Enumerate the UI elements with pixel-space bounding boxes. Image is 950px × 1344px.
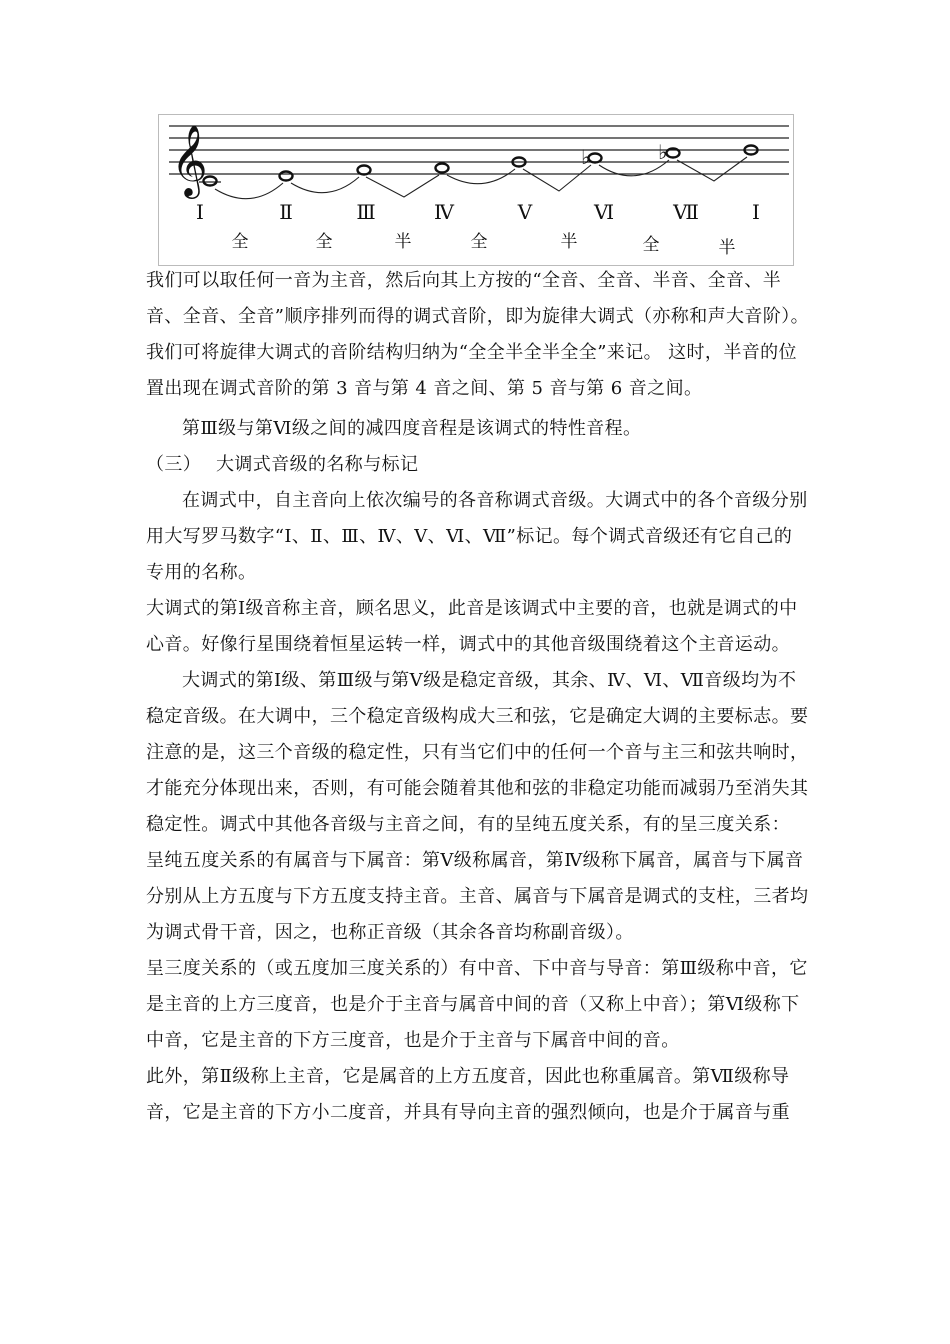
degree-label: Ⅱ <box>279 200 293 224</box>
section-title: 大调式音级的名称与标记 <box>216 454 419 475</box>
note-3 <box>358 166 371 175</box>
note-6 <box>589 154 602 163</box>
paragraph: 大调式的第Ⅰ级、第Ⅲ级与第Ⅴ级是稳定音级，其余、Ⅳ、Ⅵ、Ⅶ音级均为不稳定音级。在大调中，三个稳定音级构成大三和弦，它是确定大调的主要标志。要注意的是，这三个音级的稳定性，只有当它们中的任何一个音与主三和弦共响时，才能充分体现出来，否则，有可能会随着其他和弦的非稳定功能而减弱乃至消失其稳定性。调式中其他各音级与主音之间，有的呈纯五度关系，有的呈三度关系： <box>146 670 809 835</box>
staff-lines <box>169 126 789 174</box>
step-label: 半 <box>394 232 412 252</box>
degree-label: Ⅴ <box>517 200 533 224</box>
degree-label: Ⅲ <box>356 200 376 224</box>
degree-label: Ⅶ <box>673 200 699 224</box>
degree-label: Ⅰ <box>752 200 760 224</box>
paragraph: 我们可以取任何一音为主音，然后向其上方按的“全音、全音、半音、全音、半音、全音、全音”顺序排列而得的调式音阶，即为旋律大调式（亦称和声大音阶）。我们可将旋律大调式的音阶结构归纳为“全全半全半全全”来记。 这时，半音的位置出现在调式音阶的第 3 音与第 4 音之间、第 5 音与第 6 音之间。 <box>146 270 809 399</box>
treble-clef-icon: 𝄞 <box>171 123 208 196</box>
flat-icon: ♭ <box>658 140 668 164</box>
paragraph: 此外，第Ⅱ级称上主音，它是属音的上方五度音，因此也称重属音。第Ⅶ级称导音，它是主音的下方小二度音，并具有导向主音的强烈倾向，也是介于属音与重 <box>146 1066 790 1123</box>
step-label: 半 <box>560 232 578 252</box>
document-body <box>146 263 810 1131</box>
paragraph: 呈三度关系的（或五度加三度关系的）有中音、下中音与导音：第Ⅲ级称中音，它是主音的上方三度音，也是介于主音与属音中间的音（又称上中音）；第Ⅵ级称下中音，它是主音的下方三度音，也是介于主音与下属音中间的音。 <box>146 958 808 1051</box>
paragraph: 第Ⅲ级与第Ⅵ级之间的减四度音程是该调式的特性音程。 <box>182 418 642 439</box>
degree-label: Ⅰ <box>196 200 204 224</box>
paragraph: 大调式的第Ⅰ级音称主音，顾名思义，此音是该调式中主要的音，也就是调式的中心音。好像行星围绕着恒星运转一样，调式中的其他音级围绕着这个主音运动。 <box>146 598 798 655</box>
paragraph: 呈纯五度关系的有属音与下属音：第Ⅴ级称属音，第Ⅳ级称下属音，属音与下属音分别从上方五度与下方五度支持主音。主音、属音与下属音是调式的支柱，三者均为调式骨干音，因之，也称正音级（其余各音均称副音级）。 <box>146 850 809 943</box>
notes <box>204 146 758 186</box>
scale-figure <box>158 114 794 266</box>
section-number: （三） <box>146 454 202 475</box>
note-2 <box>280 172 293 181</box>
staff-notation <box>159 115 793 265</box>
flat-icon: ♭ <box>581 145 591 169</box>
degree-label: Ⅵ <box>593 200 615 224</box>
note-4 <box>436 164 449 173</box>
step-label: 半 <box>718 238 736 258</box>
step-label: 全 <box>470 232 488 252</box>
paragraph: 在调式中，自主音向上依次编号的各音称调式音级。大调式中的各个音级分别用大写罗马数字“Ⅰ、Ⅱ、Ⅲ、Ⅳ、Ⅴ、Ⅵ、Ⅶ”标记。每个调式音级还有它自己的专用的名称。 <box>146 490 808 583</box>
step-label: 全 <box>642 235 660 255</box>
degree-label: Ⅳ <box>434 200 454 224</box>
step-label: 全 <box>231 232 249 252</box>
step-label: 全 <box>315 232 333 252</box>
section-heading <box>146 447 810 483</box>
